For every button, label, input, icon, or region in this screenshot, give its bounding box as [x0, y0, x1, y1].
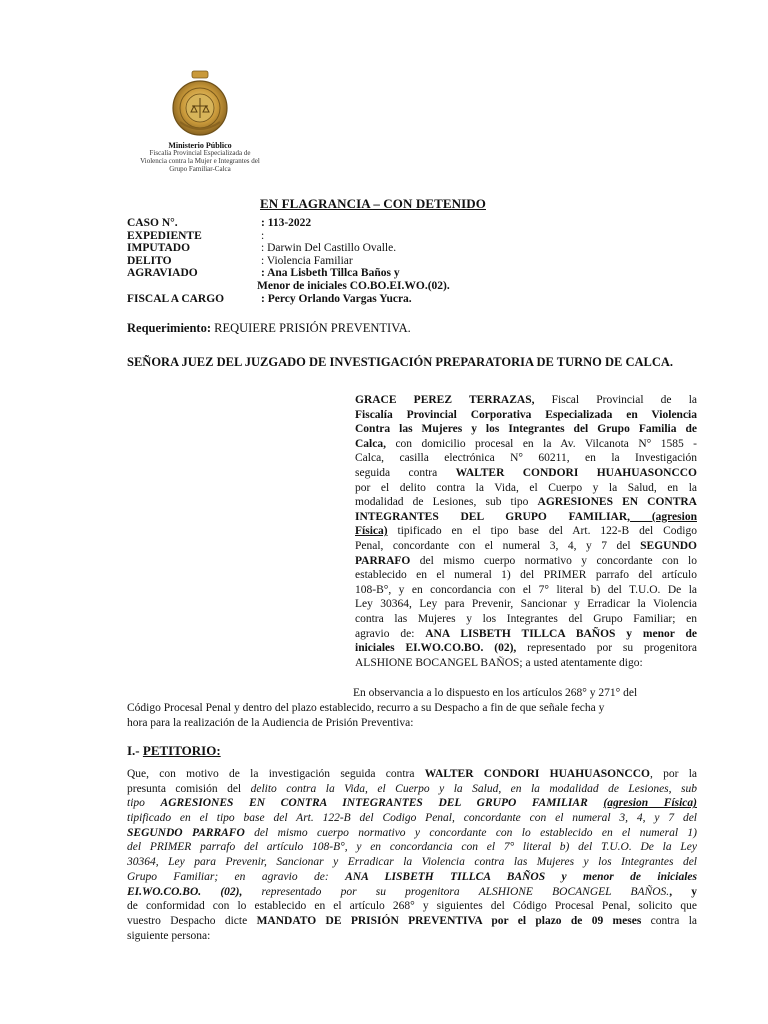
petitorio-text: ANA LISBETH TILLCA BAÑOS y menor de iniciales — [345, 870, 697, 883]
intro-line — [355, 641, 697, 656]
delito-label: DELITO — [127, 254, 172, 267]
petitorio-text: representado por su progenitora ALSHIONE BOCANGEL BAÑOS. — [242, 885, 670, 898]
petitorio-line: tipificado en el tipo base del Art. 122-B del Codigo Penal, concordante con el numeral 3, 4, y 7 del — [127, 812, 697, 825]
petitorio-text: Que, con motivo de la investigación seguida contra — [127, 768, 425, 780]
intro-line — [355, 510, 697, 525]
imputado-label: IMPUTADO — [127, 242, 191, 255]
petitorio-line — [127, 782, 697, 797]
petitorio-line — [127, 796, 697, 811]
intro-line: por el delito contra la Vida, el Cuerpo y la Salud, en la — [355, 481, 697, 494]
caso-value: : 113-2022 — [261, 217, 312, 229]
org-sub-line: Violencia contra la Mujer e Integrantes del — [140, 157, 260, 165]
petitorio-line — [127, 826, 697, 841]
petitorio-text: Grupo Familiar; en agravio de: — [127, 870, 346, 883]
petitorio-text: (agresion Física) — [603, 797, 697, 810]
org-subtitle — [120, 149, 280, 173]
intro-text: SEGUNDO — [640, 539, 697, 552]
intro-line: Fiscalía Provincial Corporativa Especializada en Violencia — [355, 408, 697, 421]
addressee-heading: SEÑORA JUEZ DEL JUZGADO DE INVESTIGACIÓN PREPARATORIA DE TURNO DE CALCA. — [127, 355, 674, 369]
intro-line — [355, 627, 697, 642]
intro-text: INTEGRANTES DEL GRUPO FAMILIAR, — [355, 510, 631, 523]
intro-text: Calca, — [355, 437, 386, 450]
petitorio-line: siguiente persona: — [127, 929, 211, 942]
requerimiento-value: REQUIERE PRISIÓN PREVENTIVA. — [211, 321, 411, 335]
intro-text: (agresion — [630, 510, 697, 523]
petitorio-text: por el plazo de 09 meses — [482, 914, 642, 927]
petitorio-text: vuestro Despacho dicte — [127, 914, 257, 927]
intro-text: representado por su progenitora — [516, 642, 697, 655]
agraviado-value: : Ana Lisbeth Tillca Baños y — [261, 267, 400, 280]
section-title: PETITORIO: — [142, 743, 221, 758]
intro-text: ANA LISBETH TILLCA BAÑOS y menor de — [425, 627, 697, 640]
document-title: EN FLAGRANCIA – CON DETENIDO — [260, 196, 486, 211]
fiscal-value: : Percy Orlando Vargas Yucra. — [261, 292, 412, 305]
intro-line — [355, 524, 697, 539]
petitorio-line — [127, 767, 697, 782]
petitorio-text: AGRESIONES EN CONTRA INTEGRANTES DEL GRUPO FAMILIAR — [160, 797, 588, 810]
observancia-line: En observancia a lo dispuesto en los artículos 268° y 271° del — [353, 687, 638, 699]
petitorio-text: presunta comisión del — [127, 782, 251, 795]
imputado-value: : Darwin Del Castillo Ovalle. — [261, 242, 397, 255]
intro-line: Ley 30364, Ley para Prevenir, Sancionar y Erradicar la Violencia — [355, 598, 697, 611]
intro-text: ; a usted atentamente digo: — [519, 656, 643, 669]
observancia-line: hora para la realización de la Audiencia de Prisión Preventiva: — [127, 716, 414, 729]
intro-text: del mismo cuerpo normativo y concordante con lo — [410, 554, 697, 567]
intro-line — [355, 495, 697, 510]
petitorio-text: del mismo cuerpo normativo y concordante con lo establecido en el numeral 1) — [244, 826, 697, 839]
intro-line — [355, 656, 697, 671]
petitorio-line — [127, 914, 697, 929]
petitorio-text: SEGUNDO PARRAFO — [127, 826, 245, 839]
intro-line — [355, 437, 697, 452]
org-name: Ministerio Público — [168, 141, 232, 150]
petitorio-text: contra la — [641, 914, 697, 927]
intro-line: 108-B°, y en concordancia con el 7° literal b) del T.U.O. De la — [355, 583, 697, 596]
intro-line — [355, 554, 697, 569]
requerimiento-label: Requerimiento: — [127, 321, 212, 335]
prosecutor-name: GRACE PEREZ TERRAZAS, — [355, 394, 535, 406]
intro-text: iniciales EI.WO.CO.BO. (02), — [355, 642, 517, 655]
intro-text: Fiscal Provincial de la — [534, 394, 697, 406]
intro-text: modalidad de Lesiones, sub tipo — [355, 496, 538, 509]
ministerio-publico-seal-icon — [170, 70, 230, 138]
intro-text: con domicilio procesal en la Av. Vilcanota N° 1585 - — [385, 437, 697, 450]
intro-text: ALSHIONE BOCANGEL BAÑOS — [355, 656, 520, 669]
intro-line: Contra las Mujeres y los Integrantes del Grupo Familia de — [355, 423, 697, 436]
intro-text: Penal, concordante con el numeral 3, 4, y 7 del — [355, 539, 641, 552]
observancia-paragraph — [127, 686, 697, 730]
intro-text: agravio de: — [355, 627, 426, 640]
agraviado-label: AGRAVIADO — [127, 267, 198, 280]
petitorio-line — [127, 870, 697, 885]
fiscal-label: FISCAL A CARGO — [127, 292, 225, 305]
intro-text: AGRESIONES EN CONTRA — [537, 496, 697, 509]
observancia-line: Código Procesal Penal y dentro del plazo establecido, recurro a su Despacho a fin de que señale fecha y — [127, 701, 605, 714]
caso-label: CASO N°. — [127, 217, 178, 229]
petitorio-text: , por la — [649, 768, 697, 780]
petitorio-text: delito contra la Vida, el Cuerpo y la Salud, en la modalidad de Lesiones, sub — [250, 782, 697, 795]
intro-text: Física) — [355, 525, 388, 538]
section-number: I.- — [127, 743, 143, 758]
petitorio-text — [588, 797, 604, 809]
intro-line — [355, 466, 697, 481]
petitorio-paragraph — [127, 767, 697, 943]
requerimiento-line — [127, 321, 411, 336]
petitorio-line: de conformidad con lo establecido en el artículo 268° y siguientes del Código Procesal Penal, solicito que — [127, 900, 697, 913]
intro-line — [355, 393, 697, 408]
intro-line: contra las Mujeres y los Integrantes del Grupo Familiar; en — [355, 612, 697, 625]
section-heading-petitorio — [127, 743, 221, 759]
org-sub-line: Fiscalía Provincial Especializada de — [149, 149, 251, 157]
intro-text: tipificado en el tipo base del Art. 122-B del Codigo — [387, 525, 697, 538]
intro-text: PARRAFO — [355, 554, 411, 567]
petitorio-text: MANDATO DE PRISIÓN PREVENTIVA — [256, 914, 483, 927]
petitorio-text: EI.WO.CO.BO. (02), — [127, 885, 243, 898]
intro-line — [355, 539, 697, 554]
expediente-label: EXPEDIENTE — [127, 229, 202, 242]
expediente-value: : — [261, 229, 265, 242]
delito-value: : Violencia Familiar — [261, 254, 353, 267]
intro-line: Calca, casilla electrónica N° 60211, en la Investigación — [355, 452, 697, 465]
defendant-name: WALTER CONDORI HUAHUASONCCO — [424, 768, 650, 780]
petitorio-text: tipo — [127, 797, 161, 810]
petitorio-line — [127, 885, 697, 900]
agraviado-value-2: Menor de iniciales CO.BO.EI.WO.(02). — [257, 279, 450, 292]
defendant-name: WALTER CONDORI HUAHUASONCCO — [455, 466, 697, 479]
intro-line: establecido en el numeral 1) del PRIMER parrafo del artículo — [355, 569, 697, 582]
petitorio-line: del PRIMER parrafo del artículo 108-B°, y en concordancia con el 7° literal b) del T.U.O. De la Ley — [127, 841, 697, 854]
intro-paragraph — [355, 393, 697, 670]
petitorio-line: 30364, Ley para Prevenir, Sancionar y Erradicar la Violencia contra las Mujeres y los Integrantes del — [127, 856, 697, 869]
petitorio-text: , y — [669, 885, 697, 898]
intro-text: seguida contra — [355, 466, 456, 479]
org-sub-line: Grupo Familiar-Calca — [169, 165, 231, 173]
